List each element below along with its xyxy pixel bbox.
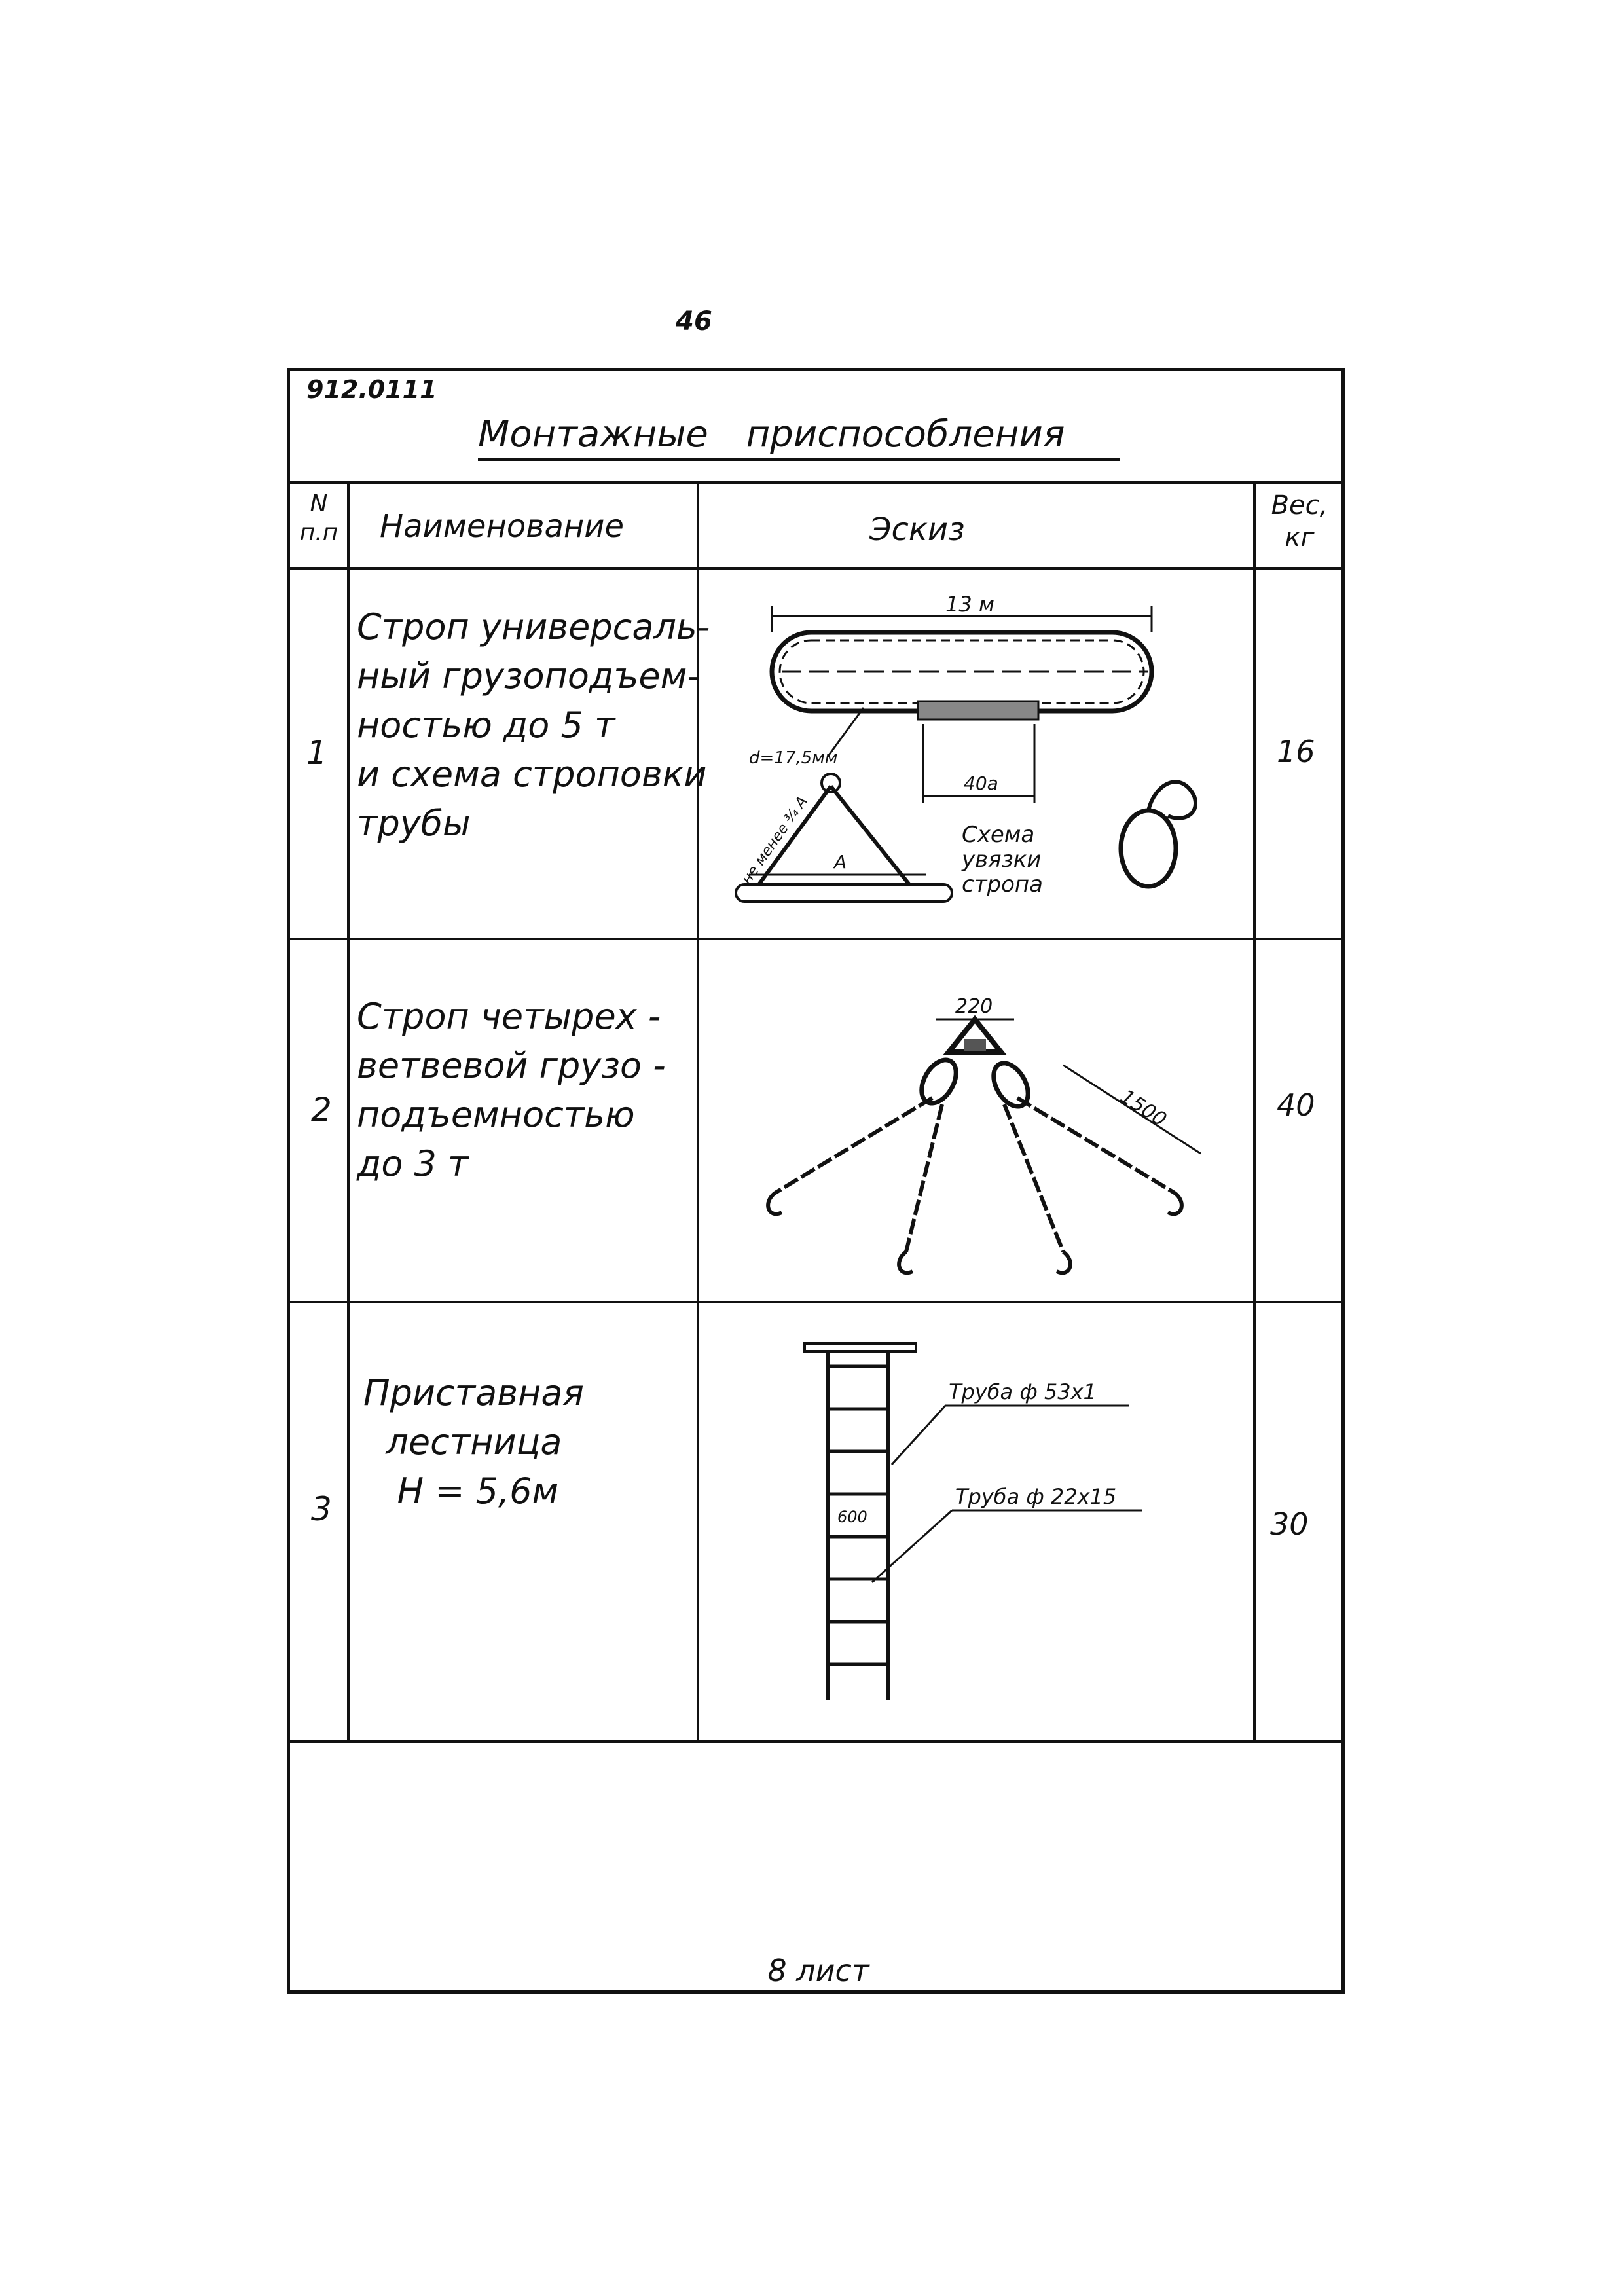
row2-weight: 40 <box>1277 1087 1315 1123</box>
branch-dim-label: 1500 <box>1116 1085 1171 1132</box>
scheme-label-3: стропа <box>962 871 1043 898</box>
min-length-label: не менее ¾ А <box>739 793 811 888</box>
header-weight: Вес, кг <box>1271 490 1328 553</box>
row3-num: 3 <box>311 1490 332 1528</box>
page-number: 46 <box>676 306 712 337</box>
row3-name: Приставная лестница Н = 5,6м <box>363 1372 584 1512</box>
top-dim-label: 220 <box>955 995 993 1018</box>
sheet-footer: 8 лист <box>767 1953 869 1988</box>
segment-label: 40а <box>964 773 998 794</box>
col-divider-1 <box>347 481 350 1740</box>
sling-length-label: 13 м <box>945 592 995 617</box>
header-sketch: Эскиз <box>869 511 965 548</box>
row2-name: Строп четырех - ветвевой грузо - подъемностью до 3 т <box>357 996 666 1184</box>
doc-code: 912.0111 <box>306 375 437 404</box>
header-num: N п.п <box>299 490 338 546</box>
row2-num: 2 <box>311 1091 332 1129</box>
doc-title: Монтажные приспособления <box>478 412 1120 461</box>
row3-divider <box>287 1740 1345 1743</box>
header-name: Наименование <box>380 508 625 545</box>
scheme-label-2: увязки <box>962 847 1042 873</box>
pipe1-label: Труба ф 53x1 <box>949 1379 1097 1404</box>
pipe2-label: Труба ф 22x15 <box>955 1484 1117 1509</box>
row1-weight: 16 <box>1277 734 1315 769</box>
sling-sketch <box>697 567 1253 938</box>
four-branch-sling-sketch <box>697 938 1253 1301</box>
title-divider <box>287 481 1345 484</box>
row1-num: 1 <box>306 734 327 772</box>
span-label: А <box>834 851 847 873</box>
col-divider-3 <box>1253 481 1256 1740</box>
ladder-sketch <box>697 1301 1253 1740</box>
scheme-label-1: Схема <box>962 822 1035 848</box>
diameter-label: d=17,5мм <box>749 748 838 768</box>
step-label: 600 <box>837 1508 867 1526</box>
row1-name: Строп универсаль- ный грузоподъем- ностью до 5 т и схема строповки трубы <box>357 606 710 844</box>
row3-weight: 30 <box>1270 1506 1309 1542</box>
